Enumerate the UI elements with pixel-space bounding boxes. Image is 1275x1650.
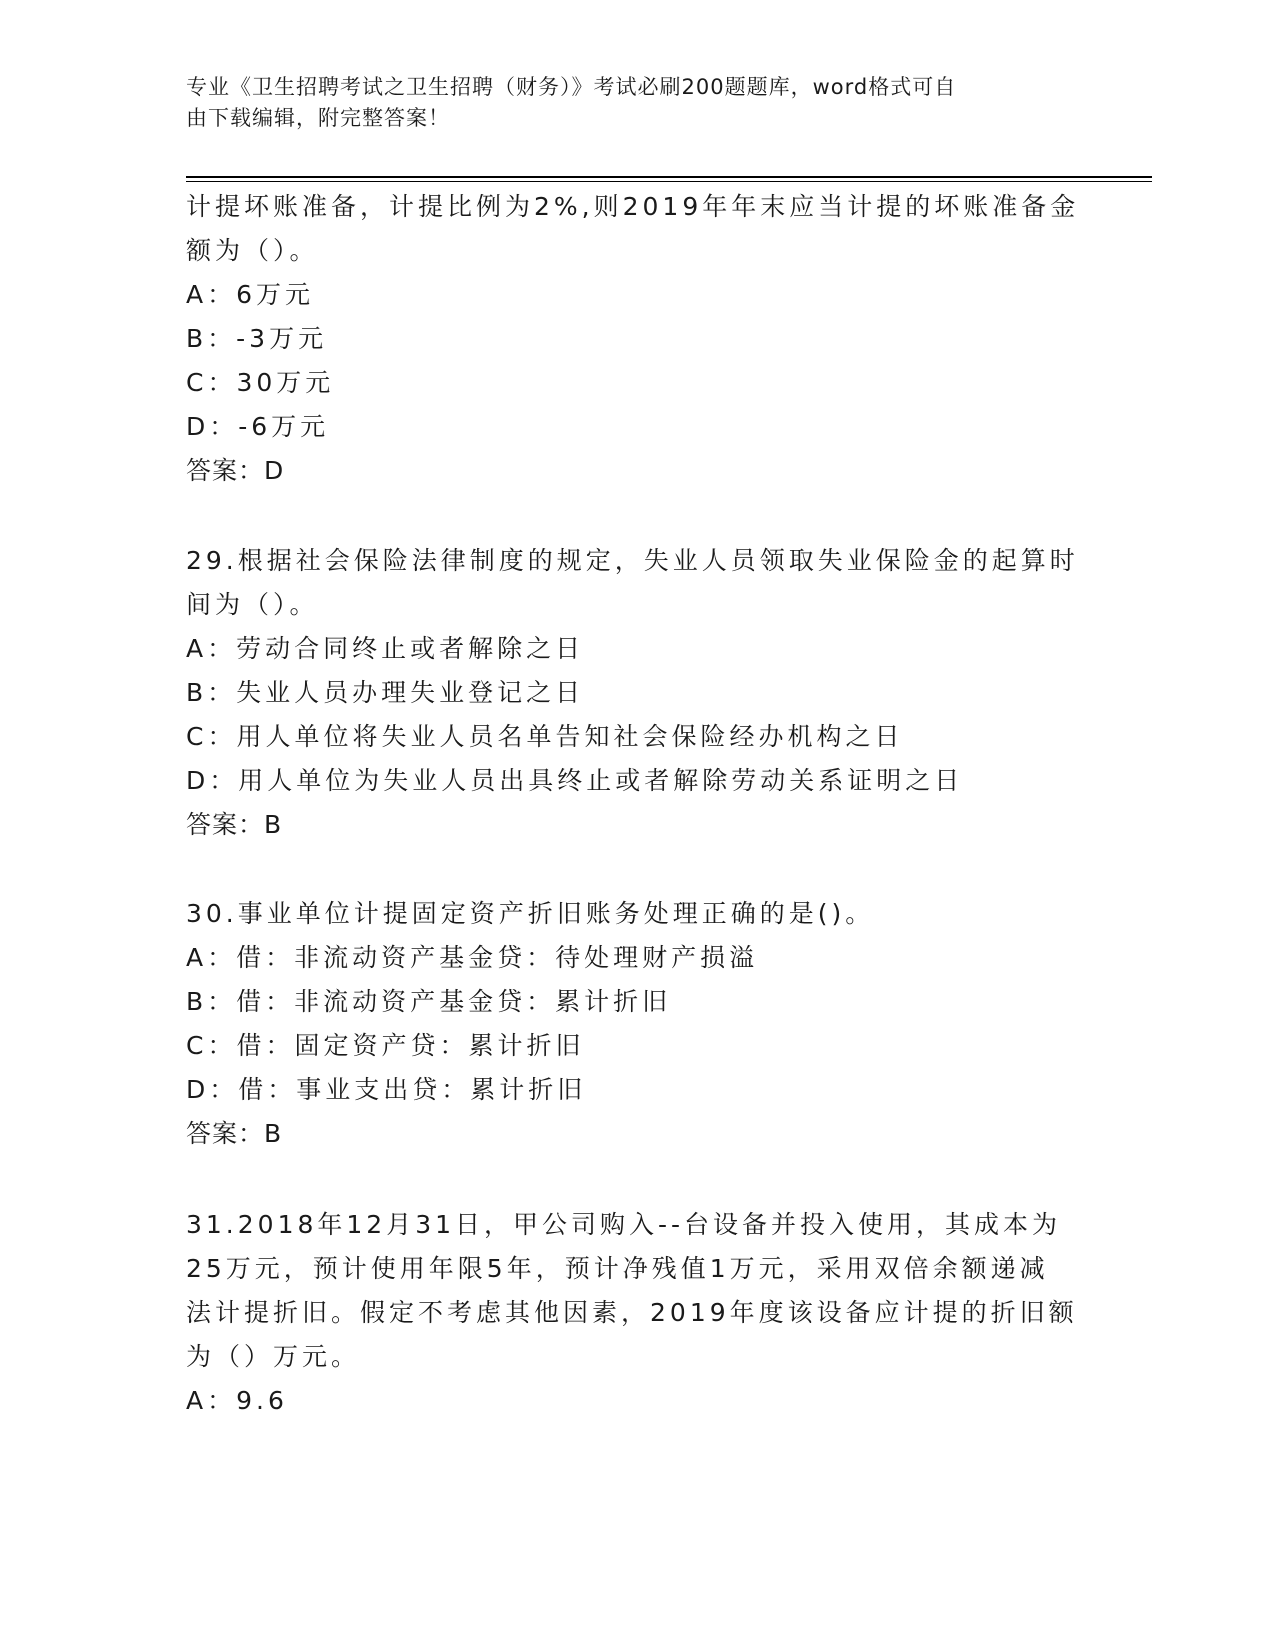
header-rule-thick (186, 176, 1152, 178)
q31-stem-line-3: 法计提折旧。假定不考虑其他因素，2019年度该设备应计提的折旧额 (186, 1298, 1078, 1327)
q31-stem-line-4: 为（）万元。 (186, 1342, 361, 1371)
header-rule-thin (186, 181, 1152, 182)
q28-option-c: C：30万元 (186, 368, 335, 397)
q31-option-a: A：9.6 (186, 1386, 288, 1415)
q28-option-a: A：6万元 (186, 280, 315, 309)
q29-stem-line-2: 间为（）。 (186, 590, 319, 619)
q30-stem-line-1: 30.事业单位计提固定资产折旧账务处理正确的是()。 (186, 899, 875, 928)
q29-answer: 答案：B (186, 810, 283, 839)
q29-option-a: A：劳动合同终止或者解除之日 (186, 634, 585, 663)
q30-option-b: B：借：非流动资产基金贷：累计折旧 (186, 987, 672, 1016)
q28-option-b: B：-3万元 (186, 324, 328, 353)
q30-option-d: D：借：事业支出贷：累计折旧 (186, 1075, 587, 1104)
q30-answer: 答案：B (186, 1119, 283, 1148)
q30-option-c: C：借：固定资产贷：累计折旧 (186, 1031, 585, 1060)
q31-stem-line-1: 31.2018年12月31日，甲公司购入--台设备并投入使用，其成本为 (186, 1210, 1062, 1239)
q28-answer: 答案：D (186, 456, 285, 485)
q31-stem-line-2: 25万元，预计使用年限5年，预计净残值1万元，采用双倍余额递减 (186, 1254, 1049, 1283)
header-line-2: 由下载编辑，附完整答案！ (186, 106, 450, 130)
q28-stem-line-1: 计提坏账准备，计提比例为2%,则2019年年末应当计提的坏账准备金 (186, 192, 1080, 221)
q29-stem-line-1: 29.根据社会保险法律制度的规定，失业人员领取失业保险金的起算时 (186, 546, 1079, 575)
q30-option-a: A：借：非流动资产基金贷：待处理财产损溢 (186, 943, 759, 972)
document-header (186, 72, 1066, 134)
q29-option-b: B：失业人员办理失业登记之日 (186, 678, 585, 707)
q28-stem-line-2: 额为（）。 (186, 236, 319, 265)
q29-option-d: D：用人单位为失业人员出具终止或者解除劳动关系证明之日 (186, 766, 964, 795)
q28-option-d: D：-6万元 (186, 412, 330, 441)
header-line-1: 专业《卫生招聘考试之卫生招聘（财务）》考试必刷200题题库，word格式可自 (186, 75, 957, 99)
q29-option-c: C：用人单位将失业人员名单告知社会保险经办机构之日 (186, 722, 904, 751)
